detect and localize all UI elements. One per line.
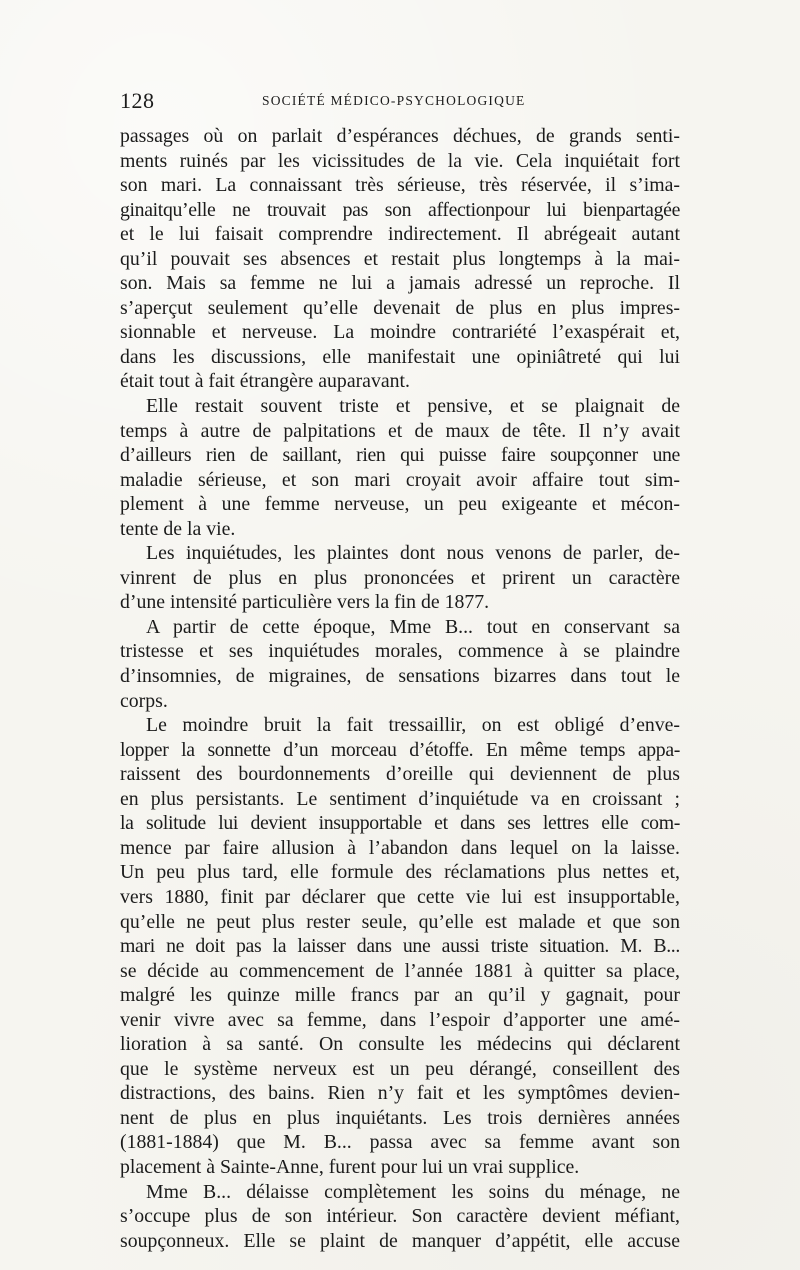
text-line: A partir de cette époque, Mme B... tout en conservant sa — [146, 615, 680, 638]
text-line: Le moindre bruit la fait tressaillir, on est obligé d’enve- — [146, 714, 680, 737]
text-line: tristesse et ses inquiétudes morales, commence à se plaindre — [120, 640, 680, 663]
text-line: en plus persistants. Le sentiment d’inquiétude va en croissant ; — [120, 787, 680, 810]
text-line: Mme B... délaisse complètement les soins du ménage, ne — [146, 1180, 680, 1203]
text-line: se décide au commencement de l’année 1881 à quitter sa place, — [120, 959, 680, 982]
text-line: corps. — [120, 689, 168, 712]
body-text — [120, 124, 680, 1253]
text-line: son. Mais sa femme ne lui a jamais adressé un reproche. Il — [120, 272, 680, 295]
page-header — [120, 88, 680, 118]
text-line: dans les discussions, elle manifestait une opiniâtreté qui lui — [120, 345, 680, 368]
text-line: s’occupe plus de son intérieur. Son caractère devient méfiant, — [120, 1205, 680, 1228]
text-line: qu’elle ne peut plus rester seule, qu’elle est malade et que son — [120, 910, 680, 933]
text-line: vers 1880, finit par déclarer que cette vie lui est insupportable, — [120, 885, 680, 908]
text-line: lioration à sa santé. On consulte les médecins qui déclarent — [120, 1033, 680, 1056]
text-line: temps à autre de palpitations et de maux de tête. Il n’y avait — [120, 419, 680, 442]
text-line: s’aperçut seulement qu’elle devenait de plus en plus impres- — [120, 296, 680, 319]
text-line: Un peu plus tard, elle formule des réclamations plus nettes et, — [120, 861, 680, 884]
text-line: d’ailleurs rien de saillant, rien qui puisse faire soupçonner une — [120, 444, 680, 467]
text-line: maladie sérieuse, et son mari croyait avoir affaire tout sim- — [120, 468, 680, 491]
text-line: ments ruinés par les vicissitudes de la vie. Cela inquiétait fort — [120, 149, 680, 172]
page-number: 128 — [120, 88, 155, 113]
text-line: Les inquiétudes, les plaintes dont nous venons de parler, de- — [146, 542, 680, 565]
text-line: et le lui faisait comprendre indirectement. Il abrégeait autant — [120, 223, 680, 246]
text-line: venir vivre avec sa femme, dans l’espoir d’apporter une amé- — [120, 1008, 680, 1031]
text-line: son mari. La connaissant très sérieuse, très réservée, il s’ima- — [120, 174, 680, 197]
text-line: sionnable et nerveuse. La moindre contrariété l’exaspérait et, — [120, 321, 680, 344]
text-line: que le système nerveux est un peu dérangé, conseillent des — [120, 1057, 680, 1080]
text-line: la solitude lui devient insupportable et dans ses lettres elle com- — [120, 812, 680, 835]
text-line: lopper la sonnette d’un morceau d’étoffe. En même temps appa- — [120, 738, 680, 761]
text-line: ginaitqu’elle ne trouvait pas son affectionpour lui bienpartagée — [120, 198, 680, 221]
text-line: passages où on parlait d’espérances déchues, de grands senti- — [120, 125, 680, 147]
text-line: soupçonneux. Elle se plaint de manquer d’appétit, elle accuse — [120, 1229, 680, 1252]
text-line: Elle restait souvent triste et pensive, et se plaignait de — [146, 395, 680, 418]
text-line: tente de la vie. — [120, 517, 236, 540]
text-line: d’une intensité particulière vers la fin de 1877. — [120, 591, 490, 614]
running-head: SOCIÉTÉ MÉDICO-PSYCHOLOGIQUE — [262, 93, 526, 108]
text-line: d’insomnies, de migraines, de sensations bizarres dans tout le — [120, 665, 680, 688]
text-line: plement à une femme nerveuse, un peu exigeante et mécon- — [120, 493, 680, 516]
text-line: placement à Sainte-Anne, furent pour lui un vrai supplice. — [120, 1155, 580, 1178]
text-line: raissent des bourdonnements d’oreille qui deviennent de plus — [120, 763, 680, 786]
text-line: (1881-1884) que M. B... passa avec sa femme avant son — [120, 1131, 680, 1154]
text-line: mence par faire allusion à l’abandon dans lequel on la laisse. — [120, 836, 680, 859]
text-line: nent de plus en plus inquiétants. Les trois dernières années — [120, 1106, 680, 1129]
text-line: vinrent de plus en plus prononcées et prirent un caractère — [120, 566, 680, 589]
text-line: distractions, des bains. Rien n’y fait et les symptômes devien- — [120, 1082, 680, 1105]
text-line: malgré les quinze mille francs par an qu’il y gagnait, pour — [120, 984, 680, 1007]
text-line: mari ne doit pas la laisser dans une aussi triste situation. M. B... — [120, 935, 680, 958]
text-line: qu’il pouvait ses absences et restait plus longtemps à la mai- — [120, 247, 680, 270]
text-line: était tout à fait étrangère auparavant. — [120, 370, 410, 393]
